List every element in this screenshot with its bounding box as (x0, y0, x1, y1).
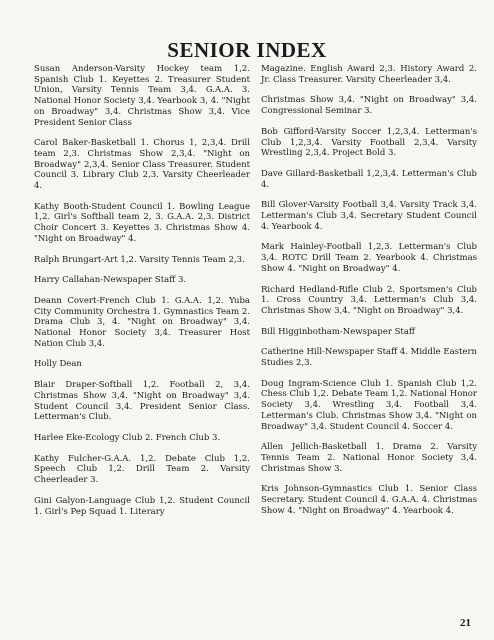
senior-entry: Kathy Fulcher-G.A.A. 1,2. Debate Club 1,2. Speech Club 1,2. Drill Team 2. Varsity Cheerleader 3. (34, 453, 250, 486)
senior-entry: Ralph Brungart-Art 1,2. Varsity Tennis Team 2,3. (34, 254, 245, 265)
page-number: 21 (460, 617, 471, 629)
senior-entry: Allen Jellich-Basketball 1. Drama 2. Varsity Tennis Team 2. National Honor Society 3,4. Christmas Show 3. (261, 442, 477, 474)
senior-entry: Bill Glover-Varsity Football 3,4. Varsity Track 3,4. Letterman's Club 3,4. Secretary Student Council 4. Yearbook 4. (261, 200, 477, 232)
senior-entry: Kathy Booth-Student Council 1. Bowling League 1,2. Girl's Softball team 2, 3. G.A.A. 2,3. District Choir Concert 3. Keyettes 3. Christmas Show 4. "Night on Broadway" 4. (34, 201, 250, 244)
left-column (34, 64, 250, 527)
senior-entry: Deann Covert-French Club 1. G.A.A. 1,2. Yuba City Community Orchestra 1. Gymnastics Team 2. Drama Club 3, 4. "Night on Broadway" 3,4. National Honor Society 3,4. Treasurer Host Nation Club 3,4. (34, 295, 250, 349)
senior-entry: Gini Galyon-Language Club 1,2. Student Council 1. Girl's Pep Squad 1. Literary (34, 495, 250, 517)
senior-entry: Bob Gifford-Varsity Soccer 1,2,3,4. Letterman's Club 1,2,3,4. Varsity Football 2,3,4. Varsity Wrestling 2,3,4. Project Bold 3. (261, 126, 477, 159)
senior-entry: Holly Dean (34, 359, 82, 370)
senior-entry: Richard Hedland-Rifle Club 2. Sportsmen's Club 1. Cross Country 3,4. Letterman's Club 3,4. Christmas Show 3,4. "Night on Broadway" 3,4. (261, 284, 477, 316)
senior-entry: Christmas Show 3,4. "Night on Broadway" 3,4. Congressional Seminar 3. (261, 95, 477, 117)
senior-entry: Catherine Hill-Newspaper Staff 4. Middle Eastern Studies 2,3. (261, 347, 478, 369)
senior-entry: Carol Baker-Basketball 1. Chorus 1, 2,3,4. Drill team 2,3. Christmas Show 2,3,4. "Night on Broadway" 2,3,4. Senior Class Treasurer. Student Council 3. Library Club 2,3. Varsity Cheerleader 4. (34, 138, 250, 192)
senior-entry: Bill Higginbotham-Newspaper Staff (261, 326, 415, 337)
senior-entry: Harry Callahan-Newspaper Staff 3. (34, 275, 187, 286)
senior-entry: Mark Hainley-Football 1,2,3. Letterman's Club 3,4. ROTC Drill Team 2. Yearbook 4. Christmas Show 4. "Night on Broadway" 4. (261, 242, 477, 274)
senior-entry: Dave Gillard-Basketball 1,2,3,4. Letterman's Club 4. (261, 168, 477, 190)
right-column (261, 64, 477, 527)
senior-entry: Harlee Eke-Ecology Club 2. French Club 3. (34, 432, 221, 443)
senior-entry: Kris Johnson-Gymnastics Club 1. Senior Class Secretary. Student Council 4. G.A.A. 4. Christmas Show 4. "Night on Broadway" 4. Yearbook 4. (261, 484, 477, 516)
senior-entry: Doug Ingram-Science Club 1. Spanish Club 1,2. Chess Club 1,2. Debate Team 1,2. National Honor Society 3,4. Wrestling 3,4. Football 3,4. Letterman's Club. Christmas Show 3,4. "Night on Broadway" 3,4. Student Council 4. Soccer 4. (261, 378, 477, 432)
senior-entry: Susan Anderson-Varsity Hockey team 1,2. Spanish Club 1. Keyettes 2. Treasurer Student Union, Varsity Tennis Team 3,4. G.A.A. 3. National Honor Society 3,4. Yearbook 3, 4. "Night on Broadway" 3,4. Christmas Show 3,4. Vice President Senior Class (34, 64, 250, 128)
senior-entry: Magazine. English Award 2,3. History Award 2. Jr. Class Treasurer. Varsity Cheerleader 3,4. (261, 64, 477, 85)
page-title: SENIOR INDEX (167, 38, 327, 62)
senior-entry: Blair Draper-Softball 1,2. Football 2, 3,4. Christmas Show 3,4. "Night on Broadway" 3,4. Student Council 3,4. President Senior Class. Letterman's Club. (34, 380, 250, 423)
